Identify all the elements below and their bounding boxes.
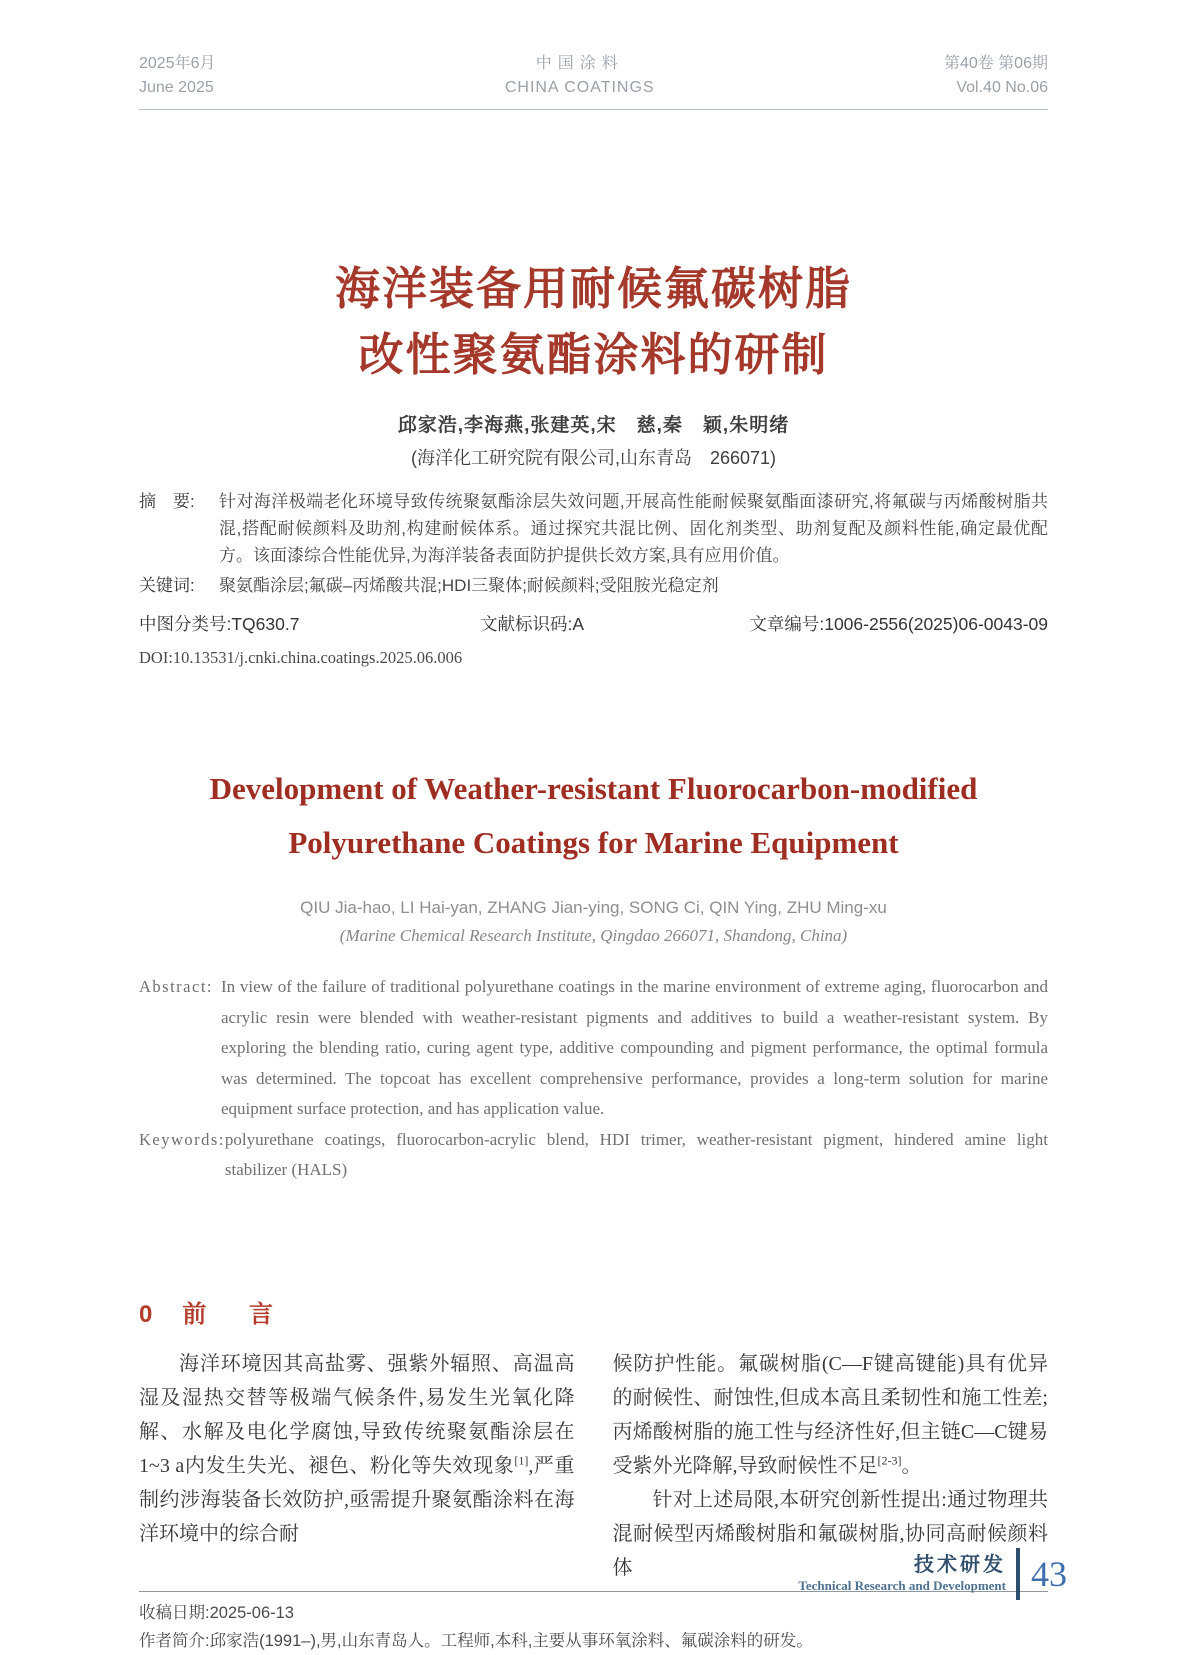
intro-left-column (139, 1347, 575, 1585)
document-code: 文献标识码:A (480, 614, 585, 634)
header-issue (944, 52, 1048, 100)
section-title: 前 言 (182, 1300, 286, 1328)
journal-page (0, 52, 1187, 1652)
article-title-en-line1: Development of Weather-resistant Fluorocarbon-modified (209, 771, 978, 806)
footer-divider-bar (1016, 1548, 1020, 1600)
intro-paragraph-1-continued: 候防护性能。氟碳树脂(C—F键高键能)具有优异的耐候性、耐蚀性,但成本高且柔韧性和施工性差;丙烯酸树脂的施工性与经济性好,但主链C—C键易受紫外光降解,导致耐候性不足[2-3]。 (612, 1352, 1048, 1477)
page-number: 43 (1031, 1554, 1067, 1594)
page-footer-marker (798, 1548, 1067, 1600)
section-category (798, 1553, 1006, 1595)
article-title-cn-line2: 改性聚氨酯涂料的研制 (358, 329, 829, 380)
affiliation-cn: (海洋化工研究院有限公司,山东青岛 266071) (410, 448, 777, 468)
keywords-en-label: Keywords: (139, 1129, 225, 1149)
keywords-en-block (139, 1125, 1048, 1186)
article-title-en-line2: Polyurethane Coatings for Marine Equipment (288, 825, 899, 860)
article-id: 文章编号:1006-2556(2025)06-0043-09 (749, 614, 1048, 634)
header-date (139, 52, 216, 100)
intro-paragraph-1: 海洋环境因其高盐雾、强紫外辐照、高温高湿及湿热交替等极端气候条件,易发生光氧化降解、水解及电化学腐蚀,导致传统聚氨酯涂层在1~3 a内发生失光、褪色、粉化等失效现象[1],严重制约涉海装备长效防护,亟需提升聚氨酯涂料在海洋环境中的综合耐 (139, 1352, 575, 1545)
keywords-en-text: polyurethane coatings, fluorocarbon-acrylic blend, HDI trimer, weather-resistant pigment, hindered amine light stabilizer (HALS) (224, 1129, 1048, 1179)
keywords-cn-block (139, 572, 1048, 599)
header-date-en: June 2025 (139, 79, 214, 96)
abstract-cn-label: 摘 要: (139, 492, 195, 511)
abstract-en-text: In view of the failure of traditional polyurethane coatings in the marine environment of extreme aging, fluorocarbon and acrylic resin were blended with weather-resistant pigments and additives to build a weather-resistant system. By exploring the blending ratio, curing agent type, additive compounding and pigment performance, the optimal formula was determined. The topcoat has excellent comprehensive performance, provides a long-term solution for marine equipment surface protection, and has application value. (221, 977, 1048, 1118)
author-bio: 作者简介:邱家浩(1991–),男,山东青岛人。工程师,本科,主要从事环氧涂料、氟碳涂料的研发。 (139, 1631, 813, 1650)
abstract-en-label: Abstract: (139, 977, 213, 996)
header-journal-name (505, 52, 655, 100)
header-issue-en: Vol.40 No.06 (956, 79, 1048, 96)
affiliation-en: (Marine Chemical Research Institute, Qingdao 266071, Shandong, China) (339, 926, 848, 945)
article-title-en (139, 762, 1048, 870)
authors-en: QIU Jia-hao, LI Hai-yan, ZHANG Jian-ying, SONG Ci, QIN Ying, ZHU Ming-xu (300, 898, 887, 917)
abstract-cn-text: 针对海洋极端老化环境导致传统聚氨酯涂层失效问题,开展高性能耐候聚氨酯面漆研究,将氟碳与丙烯酸树脂共混,搭配耐候颜料及助剂,构建耐候体系。通过探究共混比例、固化剂类型、助剂复配及颜料性能,确定最优配方。该面漆综合性能优异,为海洋装备表面防护提供长效方案,具有应用价值。 (219, 492, 1048, 565)
article-title-cn (139, 256, 1048, 388)
doi: DOI:10.13531/j.cnki.china.coatings.2025.06.006 (139, 648, 463, 667)
clc-number: 中图分类号:TQ630.7 (139, 614, 300, 634)
footnotes (139, 1599, 1048, 1655)
classification-row (139, 611, 1048, 636)
abstract-cn-block (139, 488, 1048, 569)
section-category-en: Technical Research and Development (798, 1578, 1006, 1593)
section-category-cn: 技术研发 (914, 1554, 1006, 1576)
section-number: 0 (139, 1300, 153, 1328)
article-title-cn-line1: 海洋装备用耐候氟碳树脂 (334, 263, 852, 314)
keywords-cn-text: 聚氨酯涂层;氟碳–丙烯酸共混;HDI三聚体;耐候颜料;受阻胺光稳定剂 (219, 576, 719, 595)
keywords-cn-label: 关键词: (139, 576, 195, 595)
section-heading-introduction (139, 1294, 1048, 1329)
journal-header (139, 52, 1048, 110)
received-date: 收稿日期:2025-06-13 (139, 1603, 294, 1622)
abstract-en-block (139, 972, 1048, 1125)
header-date-cn: 2025年6月 (139, 55, 216, 72)
intro-paragraph-2: 针对上述局限,本研究创新性提出:通过物理共混耐候型丙烯酸树脂和氟碳树脂,协同高耐候颜料体 (612, 1488, 1048, 1579)
authors-cn: 邱家浩,李海燕,张建英,宋 慈,秦 颖,朱明绪 (397, 415, 790, 436)
journal-name-en: CHINA COATINGS (504, 79, 655, 96)
journal-name-cn: 中国涂料 (535, 55, 624, 72)
header-issue-cn: 第40卷 第06期 (943, 55, 1048, 72)
